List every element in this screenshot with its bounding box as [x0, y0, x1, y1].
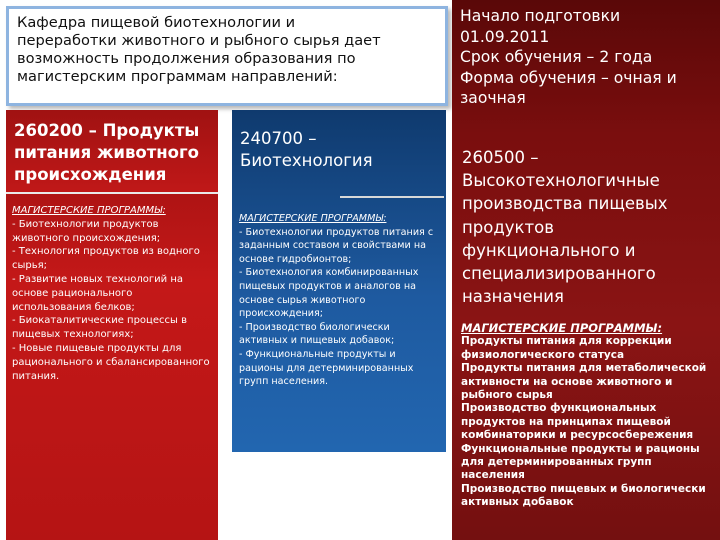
- right-direction-heading: 260500 – Высокотехнологичные производства пищевых продуктов функционального и специализированного назначения: [462, 148, 668, 307]
- list-item: - Биокаталитические процессы в пищевых технологиях;: [12, 315, 187, 341]
- training-form: Форма обучения – очная и заочная: [460, 68, 677, 107]
- middle-direction-heading: 240700 – Биотехнология: [240, 129, 373, 170]
- header-line: Кафедра пищевой биотехнологии и: [17, 14, 296, 31]
- list-item: Функциональные продукты и рационы для детерминированных групп населения: [461, 442, 700, 482]
- list-item: - Развитие новых технологий на основе рационального использования белков;: [12, 273, 184, 313]
- header-line: магистерским программам направлений:: [17, 68, 338, 85]
- left-direction-panel: [6, 110, 218, 540]
- training-start-label: Начало подготовки: [460, 7, 621, 25]
- right-programs-list: [452, 322, 720, 510]
- training-info: [452, 6, 720, 109]
- list-item: - Биотехнологии продуктов животного происхождения;: [12, 218, 161, 244]
- training-start-date: 01.09.2011: [460, 27, 550, 46]
- middle-direction-panel: [232, 110, 446, 452]
- middle-programs-label: МАГИСТЕРСКИЕ ПРОГРАММЫ:: [239, 213, 387, 224]
- left-direction-heading: 260200 – Продукты питания животного происхождения: [6, 110, 218, 194]
- header-line: переработки животного и рыбного сырья дает: [17, 32, 381, 49]
- training-duration: Срок обучения – 2 года: [460, 48, 653, 66]
- left-programs-list: [6, 204, 218, 383]
- list-item: - Новые пищевые продукты для рационального и сбалансированного питания.: [12, 342, 210, 382]
- list-item: - Технология продуктов из водного сырья;: [12, 246, 200, 272]
- right-direction-panel: [452, 0, 720, 540]
- left-programs-label: МАГИСТЕРСКИЕ ПРОГРАММЫ:: [12, 205, 166, 216]
- list-item: - Биотехнология комбинированных пищевых продуктов и аналогов на основе сырья животного происхождения;: [239, 267, 419, 320]
- header-line: возможность продолжения образования по: [17, 50, 356, 67]
- list-item: - Функциональные продукты и рационы для детерминированных групп населения.: [239, 348, 414, 388]
- list-item: Производство пищевых и биологически активных добавок: [461, 482, 706, 509]
- list-item: Продукты питания для коррекции физиологического статуса: [461, 335, 672, 361]
- header-box: [6, 6, 448, 106]
- right-programs-label: МАГИСТЕРСКИЕ ПРОГРАММЫ:: [461, 321, 663, 335]
- list-item: Производство функциональных продуктов на принципах пищевой комбинаторики и ресурсосбережения: [461, 402, 694, 442]
- middle-programs-list: [232, 212, 446, 389]
- list-item: - Производство биологически активных и пищевых добавок;: [239, 321, 395, 347]
- list-item: Продукты питания для метаболической активности на основе животного и рыбного сырья: [461, 362, 707, 402]
- divider: [340, 196, 444, 198]
- list-item: - Биотехнологии продуктов питания с заданным составом и свойствами на основе гидробионтов;: [239, 226, 434, 265]
